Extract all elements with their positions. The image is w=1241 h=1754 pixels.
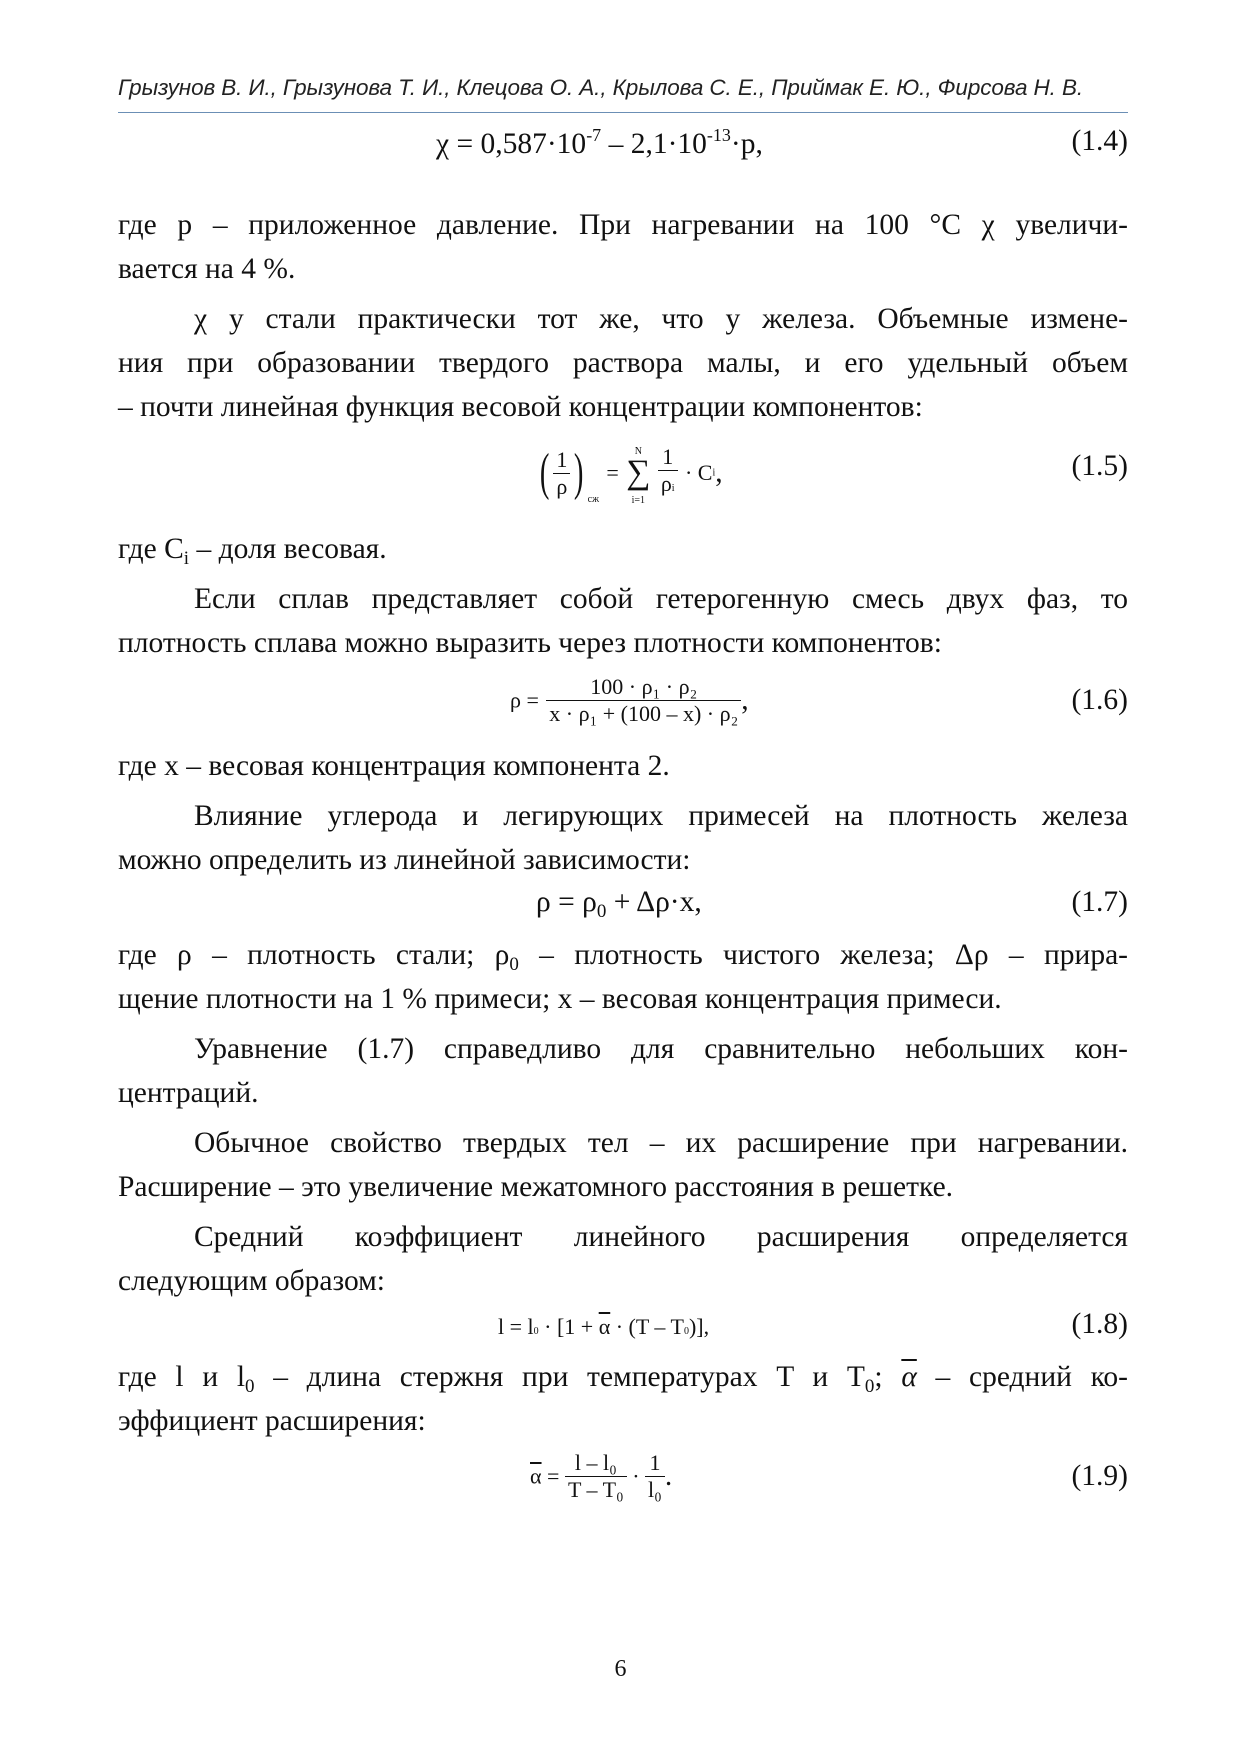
header-rule <box>118 112 1128 113</box>
equation-1-6 <box>118 672 1128 738</box>
paragraph-line: где ρ – плотность стали; $\rho_0$ – плотность чистого железа; Δρ – прира- <box>118 939 1128 975</box>
equation-1-6-body: ρ = $\frac{\text{100 · ρ₁ · ρ₂}}{\text{x · ρ₁ + (100 – x) · ρ₂}}$ , <box>510 674 749 726</box>
equation-number: (1.8) <box>1071 1308 1128 1340</box>
running-header-authors: Грызунов В. И., Грызунова Т. И., Клецова О. А., Крылова С. Е., Приймак Е. Ю., Фирсова Н. В. <box>118 75 1084 100</box>
paragraph-line: эффициент расширения: <box>118 1405 426 1437</box>
equation-1-9 <box>118 1448 1128 1514</box>
equation-1-5 <box>118 433 1128 513</box>
equation-number: (1.9) <box>1071 1460 1128 1492</box>
equation-number: (1.5) <box>1071 450 1128 482</box>
paragraph-line: вается на 4 %. <box>118 253 296 285</box>
equation-1-8 <box>118 1308 1128 1358</box>
paragraph-line: где l и $l_0$ – длина стержня при температурах T и $T_0$; $\overline{\alpha}$ – средний ко- <box>118 1361 1129 1397</box>
paragraph-line: где x – весовая концентрация компонента 2. <box>118 750 670 782</box>
paragraph-line: ния при образовании твердого раствора малы, и его удельный объем <box>118 347 1128 379</box>
paragraph-line: где p – приложенное давление. При нагревании на 100 °С χ увеличи- <box>118 209 1128 241</box>
paragraph-line: следующим образом: <box>118 1265 385 1297</box>
equation-1-8-body: $l = l0 \cdot [1 + \overline{\alpha} \cdot (T - T0)]$, <box>498 1314 710 1339</box>
paragraph-line: где $C_i$ – доля весовая. <box>118 533 387 569</box>
paragraph-line: Если сплав представляет собой гетерогенную смесь двух фаз, то <box>194 583 1128 615</box>
paragraph-line: можно определить из линейной зависимости: <box>118 844 691 876</box>
paragraph-line: центраций. <box>118 1077 259 1109</box>
equation-1-5-body: ( $\frac{1}{\rho}$ ) $_{сж}$ = N ∑ i=1 $\frac{1}{\rho i}$ · Ci, <box>539 444 723 506</box>
paragraph-line: Расширение – это увеличение межатомного расстояния в решетке. <box>118 1171 954 1203</box>
equation-1-7-body: $\rho = \rho_0 + \Delta\rho\cdot x$, <box>536 886 702 922</box>
paragraph-line: щение плотности на 1 % примеси; x – весовая концентрация примеси. <box>118 983 1002 1015</box>
equation-1-4-body: $\chi = 0,587\cdot 10^{-7} - 2,1\cdot 10^{-13}\cdot p$, <box>436 125 763 160</box>
paragraph-line: – почти линейная функция весовой концентрации компонентов: <box>118 391 923 423</box>
equation-number: (1.7) <box>1071 886 1128 918</box>
paragraph-line: Уравнение (1.7) справедливо для сравнительно небольших кон- <box>194 1033 1128 1065</box>
equation-1-7 <box>118 886 1128 936</box>
equation-1-9-body: $\overline{\alpha}$ = $\frac{\text{l – l₀}}{\text{T – T₀}}$ · $\frac{1}{\text{l₀}}$ . <box>530 1450 673 1502</box>
paragraph-line: Средний коэффициент линейного расширения определяется <box>194 1221 1128 1253</box>
paragraph-line: Влияние углерода и легирующих примесей на плотность железа <box>194 800 1128 832</box>
equation-number: (1.6) <box>1071 684 1128 716</box>
paragraph-line: Обычное свойство твердых тел – их расширение при нагревании. <box>194 1127 1128 1159</box>
equation-number: (1.4) <box>1071 125 1128 157</box>
equation-1-4 <box>118 125 1128 175</box>
paragraph-line: χ у стали практически тот же, что у железа. Объемные измене- <box>194 303 1128 335</box>
page-number: 6 <box>614 1656 627 1682</box>
paragraph-line: плотность сплава можно выразить через плотности компонентов: <box>118 627 942 659</box>
